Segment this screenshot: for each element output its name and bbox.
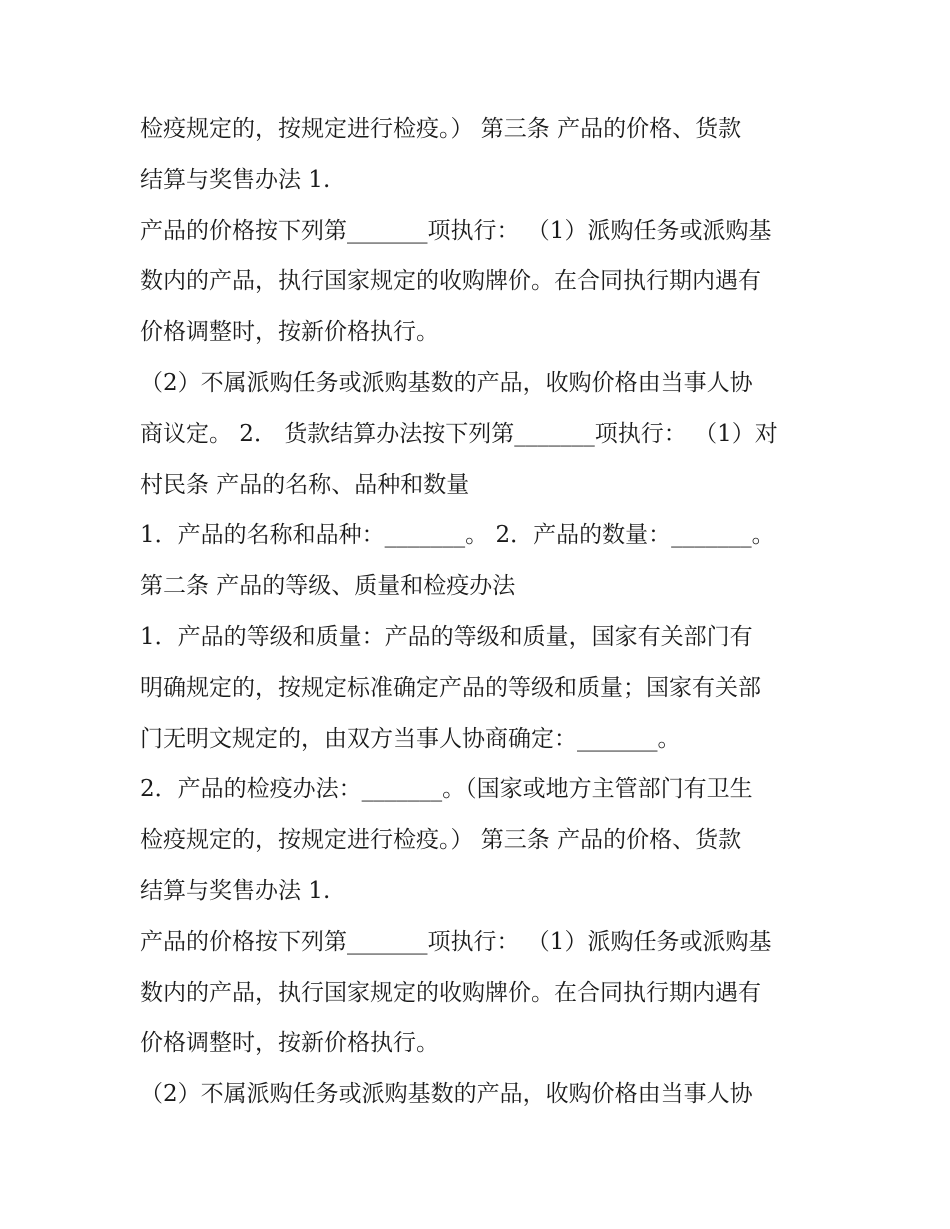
text-line-8: 村民条 产品的名称、品种和数量 (140, 471, 470, 498)
text-line-16: 结算与奖售办法 1. (140, 877, 331, 904)
text-line-20: （2）不属派购任务或派购基数的产品，收购价格由当事人协 (140, 1081, 753, 1108)
text-line-19: 价格调整时，按新价格执行。 (140, 1030, 439, 1057)
text-line-5: 价格调整时，按新价格执行。 (140, 319, 439, 346)
text-line-6: （2）不属派购任务或派购基数的产品，收购价格由当事人协 (140, 369, 753, 396)
text-line-13: 门无明文规定的，由双方当事人协商确定：_______。 (140, 725, 681, 752)
text-line-15: 检疫规定的，按规定进行检疫。） 第三条 产品的价格、货款 (140, 827, 742, 854)
text-line-3: 产品的价格按下列第_______项执行： （1）派购任务或派购基 (140, 217, 772, 244)
text-line-7: 商议定。 2． 货款结算办法按下列第_______项执行： （1）对 (140, 420, 778, 447)
text-line-10: 第二条 产品的等级、质量和检疫办法 (140, 573, 516, 600)
text-line-18: 数内的产品，执行国家规定的收购牌价。在合同执行期内遇有 (140, 979, 761, 1006)
text-line-2: 结算与奖售办法 1. (140, 166, 331, 193)
text-line-9: 1．产品的名称和品种：_______。 2．产品的数量：_______。 (140, 522, 775, 549)
text-line-4: 数内的产品，执行国家规定的收购牌价。在合同执行期内遇有 (140, 268, 761, 295)
text-line-14: 2．产品的检疫办法：_______。（国家或地方主管部门有卫生 (140, 776, 753, 803)
text-line-11: 1．产品的等级和质量：产品的等级和质量，国家有关部门有 (140, 623, 753, 650)
text-line-17: 产品的价格按下列第_______项执行： （1）派购任务或派购基 (140, 928, 772, 955)
document-body (140, 104, 820, 1120)
text-line-12: 明确规定的，按规定标准确定产品的等级和质量；国家有关部 (140, 674, 761, 701)
text-line-1: 检疫规定的，按规定进行检疫。） 第三条 产品的价格、货款 (140, 116, 742, 142)
